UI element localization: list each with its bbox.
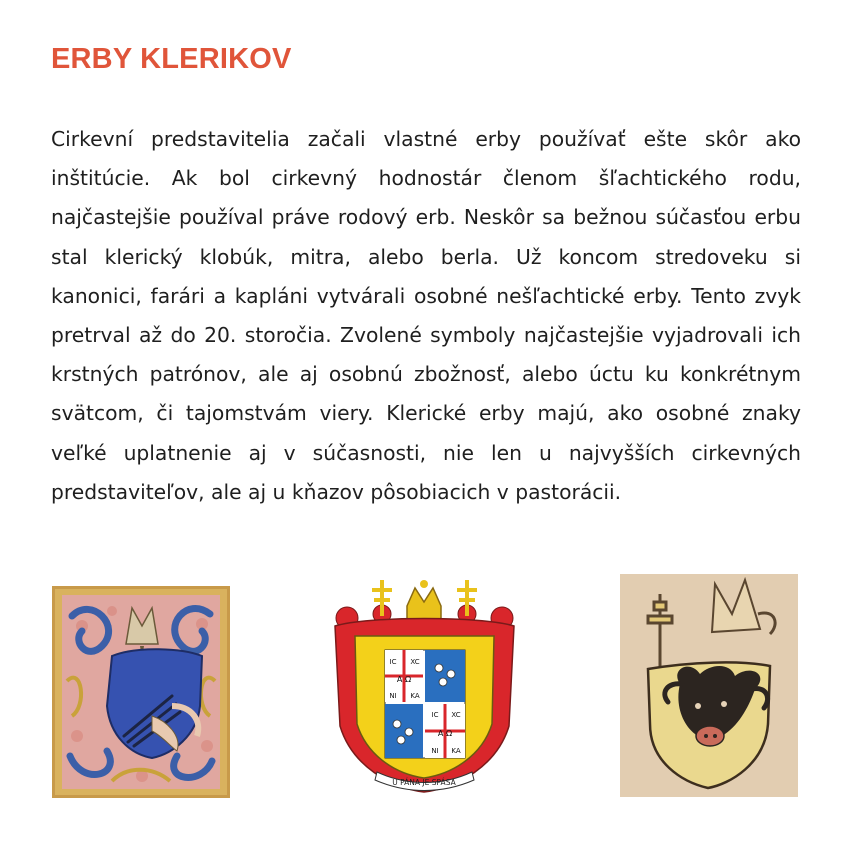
emblem-xc-bottom: XC — [451, 711, 461, 719]
body-paragraph: Cirkevní predstavitelia začali vlastné erby používať ešte skôr ako inštitúcie. Ak bol cirkevný hodnostár členom šľachtického rodu, najčastejšie používal práve rodový erb. Neskôr sa bežnou súčasťou erbu stal klerický klobúk, mitra, alebo berla. Už koncom stredoveku si kanonici, farári a kapláni vytvárali osobné nešľachtické erby. Tento zvyk pretrval až do 20. storočia. Zvolené symboly najčastejšie vyjadrovali ich krstných patrónov, ale aj osobnú zbožnosť, alebo úctu ku konkrétnym svätcom, či tajomstvám viery. Klerické erby majú, ako osobné znaky veľké uplatnenie aj v súčasnosti, nie len u najvyšších cirkevných predstaviteľov, ale aj u kňazov pôsobiacich v pastorácii. — [51, 127, 801, 504]
page-title: ERBY KLERIKOV — [51, 43, 292, 75]
emblem-xc-top: XC — [410, 658, 420, 666]
emblem-ic-top: IC — [389, 658, 397, 666]
emblem-ic-bottom: IC — [431, 711, 439, 719]
emblem-alpha-omega-top: A Ω — [396, 675, 412, 684]
emblem-ni-bottom: NI — [431, 747, 439, 755]
emblem-ni-top: NI — [389, 692, 397, 700]
illuminated-coat-of-arms-image — [52, 586, 230, 798]
woodcut-coat-of-arms-image — [620, 574, 798, 797]
emblem-ka-bottom: KA — [451, 747, 461, 755]
emblem-motto: U PÁNA JE SPÁSA — [392, 778, 456, 787]
emblem-ka-top: KA — [410, 692, 420, 700]
bishop-coat-of-arms-image — [327, 576, 522, 796]
emblem-alpha-omega-bottom: A Ω — [437, 729, 453, 738]
